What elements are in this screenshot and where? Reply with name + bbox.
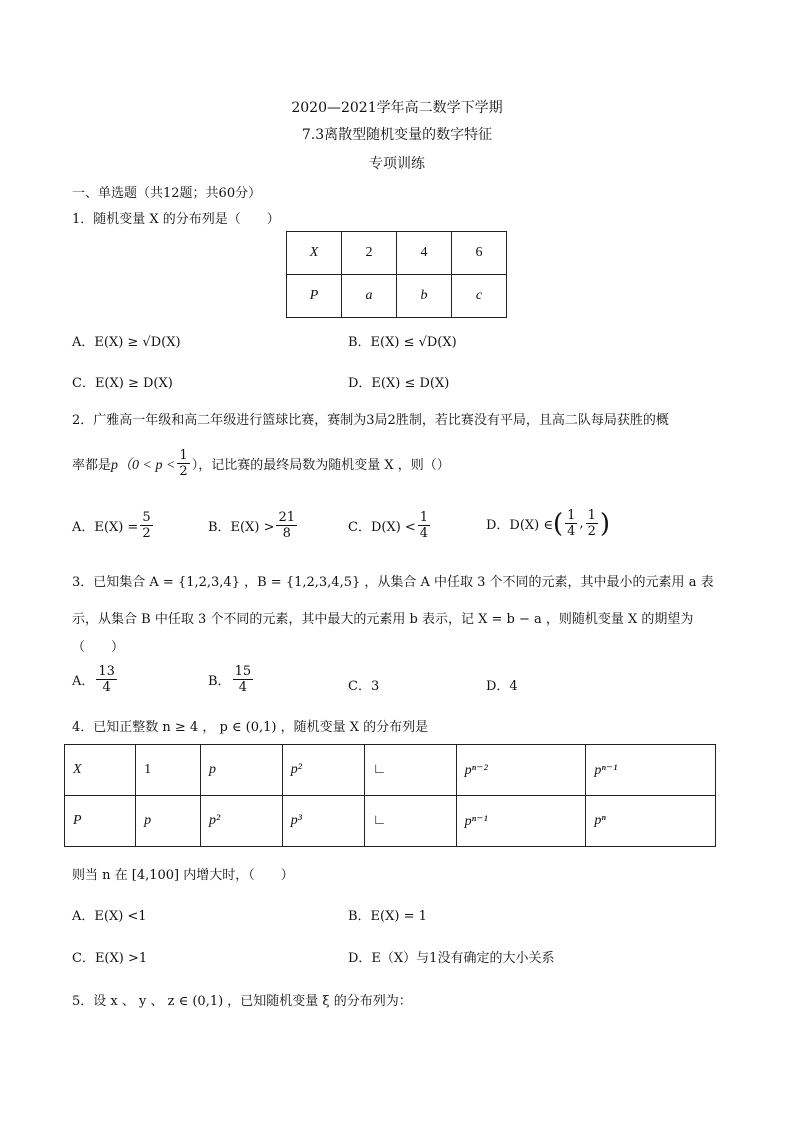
q1-option-b: B．E(X) ≤ √D(X): [348, 335, 457, 350]
title-subtitle: 专项训练: [369, 156, 425, 172]
title-topic: 7.3离散型随机变量的数字特征: [301, 127, 493, 143]
table-cell: p: [200, 745, 282, 796]
table-cell: 2: [342, 232, 397, 275]
table-cell: X: [287, 232, 342, 275]
table-cell: 6: [452, 232, 507, 275]
fraction-denominator: 4: [238, 680, 247, 695]
fraction-numerator: 1: [587, 508, 596, 523]
table-cell: P: [287, 275, 342, 318]
q2-option-c: [348, 510, 432, 541]
q1-option-a: A．E(X) ≥ √D(X): [72, 335, 181, 350]
fraction-denominator: 2: [587, 524, 596, 539]
table-cell: a: [342, 275, 397, 318]
title-year: 2020—2021学年高二数学下学期: [291, 100, 503, 116]
fraction-denominator: 4: [567, 524, 576, 539]
q3-option-b: [208, 664, 255, 695]
q4-option-c: C．E(X) >1: [72, 951, 148, 966]
q2-option-d: D．D(X) ∈ ( $\frac{1}{4}$ , $\frac{1}{2}$ ): [486, 508, 611, 539]
table-cell: 4: [397, 232, 452, 275]
fraction-numerator: 5: [142, 510, 151, 525]
fraction-denominator: 2: [179, 464, 188, 479]
table-cell: p²: [282, 745, 364, 796]
fraction-denominator: 8: [282, 526, 291, 541]
table-row: [65, 745, 716, 796]
table-cell: pⁿ⁻²: [456, 745, 586, 796]
fraction-numerator: 15: [234, 664, 252, 679]
q2-option-a: [72, 510, 155, 541]
table-cell: pⁿ⁻¹: [586, 745, 716, 796]
table-cell: pⁿ: [586, 796, 716, 847]
q4-option-d: D．E（X）与1没有确定的大小关系: [348, 951, 555, 966]
table-cell: p: [136, 796, 201, 847]
table-cell: X: [65, 745, 136, 796]
fraction-numerator: 21: [278, 510, 296, 525]
table-cell: ∟: [364, 796, 456, 847]
q5-stem: 5．设 x 、 y 、 z ∈ (0,1) ，已知随机变量 ξ 的分布列为：: [72, 994, 412, 1009]
section-heading: 一、单选题（共12题；共60分）: [72, 186, 262, 201]
q2-option-b: [208, 510, 299, 541]
q1-option-c: C．E(X) ≥ D(X): [72, 376, 173, 391]
q1-distribution-table: [286, 231, 507, 318]
q1-stem: 1．随机变量 X 的分布列是（ ）: [72, 212, 280, 227]
q2-condition: p（0 < p <: [111, 457, 176, 473]
q4-option-b: B．E(X) = 1: [348, 909, 427, 924]
q2-stem-pre: 率都是: [72, 458, 112, 473]
table-cell: b: [397, 275, 452, 318]
table-cell: pⁿ⁻¹: [456, 796, 586, 847]
q4-distribution-table: [64, 744, 716, 847]
q4-followup: 则当 n 在 [4,100] 内增大时，（ ）: [72, 868, 294, 883]
q3-option-c: C．3: [348, 679, 380, 694]
option-label: B．: [208, 674, 231, 689]
table-row: [287, 275, 507, 318]
table-row: [65, 796, 716, 847]
fraction-numerator: 1: [179, 448, 188, 463]
option-label: B．E(X) >: [208, 520, 275, 535]
fraction-numerator: 1: [567, 508, 576, 523]
q3-stem-line3: （ ）: [72, 640, 125, 655]
q3-option-a: [72, 664, 119, 695]
q2-fraction: [177, 448, 189, 479]
option-label: D．D(X) ∈: [486, 518, 553, 533]
table-cell: p²: [200, 796, 282, 847]
fraction-numerator: 13: [98, 664, 115, 679]
table-row: [287, 232, 507, 275]
q3-stem-line2: 示，从集合 B 中任取 3 个不同的元素，其中最大的元素用 b 表示，记 X = b − a ，则随机变量 X 的期望为: [72, 612, 694, 627]
table-cell: p³: [282, 796, 364, 847]
table-cell: 1: [136, 745, 201, 796]
option-label: A．: [72, 674, 95, 689]
table-cell: P: [65, 796, 136, 847]
q4-option-a: A．E(X) <1: [72, 909, 147, 924]
q2-stem-line2: [72, 448, 450, 479]
q2-stem-line1: 2．广雅高一年级和高二年级进行篮球比赛，赛制为3局2胜制，若比赛没有平局，且高二队每局获胜的概: [72, 413, 669, 428]
option-label: A．E(X) =: [72, 520, 139, 535]
q3-option-d: D．4: [486, 679, 518, 694]
option-label: C．D(X) <: [348, 520, 416, 535]
table-cell: ∟: [364, 745, 456, 796]
q3-stem-line1: 3．已知集合 A = {1,2,3,4} ，B = {1,2,3,4,5} ，从集合 A 中任取 3 个不同的元素，其中最小的元素用 a 表: [72, 575, 714, 590]
fraction-denominator: 4: [419, 526, 429, 541]
q2-stem-post: ），记比赛的最终局数为随机变量 X ，则（）: [191, 458, 450, 473]
table-cell: c: [452, 275, 507, 318]
fraction-denominator: 2: [142, 526, 151, 541]
q1-option-d: D．E(X) ≤ D(X): [348, 376, 450, 391]
q4-stem: 4．已知正整数 n ≥ 4 ， p ∈ (0,1) ，随机变量 X 的分布列是: [72, 720, 429, 735]
fraction-denominator: 4: [102, 680, 111, 695]
fraction-numerator: 1: [419, 510, 429, 525]
